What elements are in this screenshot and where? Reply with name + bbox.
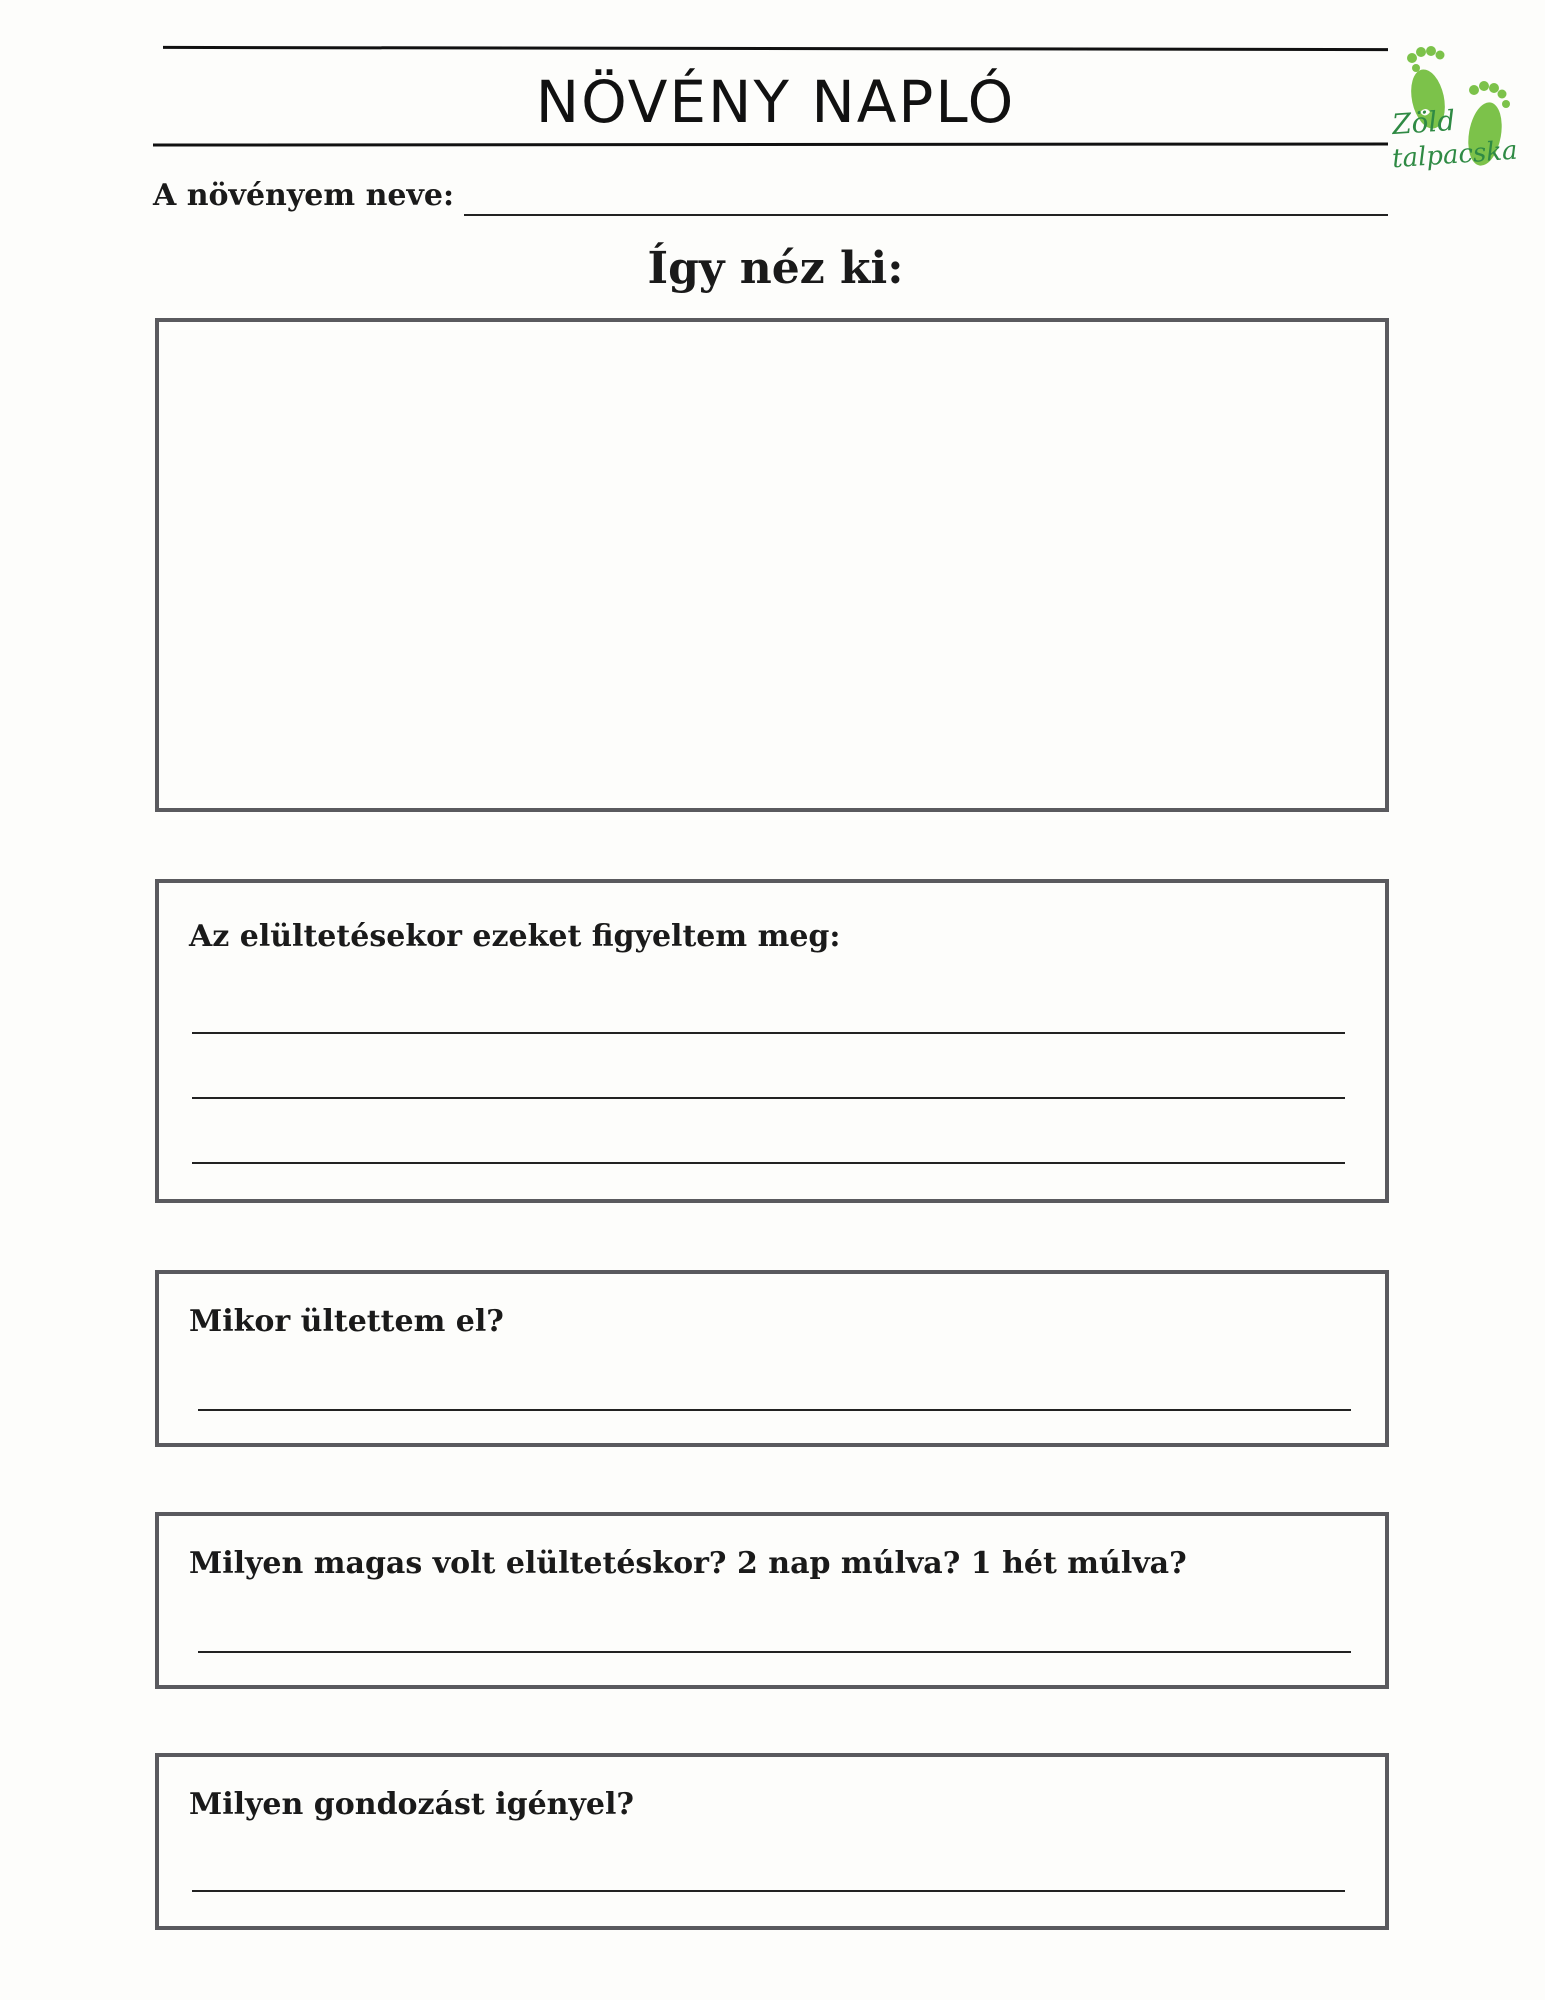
height-line[interactable] [198, 1651, 1351, 1653]
height-box [155, 1512, 1389, 1689]
observations-line-2[interactable] [192, 1097, 1345, 1099]
observations-box [155, 879, 1389, 1203]
planting-date-prompt: Mikor ültettem el? [189, 1304, 504, 1339]
planting-date-box [155, 1270, 1389, 1447]
height-prompt: Milyen magas volt elültetéskor? 2 nap múlva? 1 hét múlva? [189, 1546, 1187, 1581]
logo-text-line2: talpacska [1391, 135, 1519, 175]
observations-line-1[interactable] [192, 1032, 1345, 1034]
plant-name-field[interactable] [464, 214, 1388, 216]
page-title: NÖVÉNY NAPLÓ [535, 68, 1016, 136]
observations-line-3[interactable] [192, 1162, 1345, 1164]
planting-date-line[interactable] [198, 1409, 1351, 1411]
care-line[interactable] [192, 1890, 1345, 1892]
title-top-rule [163, 46, 1388, 51]
drawing-heading: Így néz ki: [647, 243, 904, 294]
title-bottom-rule [153, 142, 1388, 146]
drawing-area[interactable] [155, 318, 1389, 812]
plant-name-label: A növényem neve: [153, 178, 455, 213]
logo-text-line1: Zöld [1390, 103, 1457, 142]
care-box [155, 1753, 1389, 1930]
observations-prompt: Az elültetésekor ezeket figyeltem meg: [189, 919, 841, 954]
care-prompt: Milyen gondozást igényel? [189, 1787, 634, 1822]
